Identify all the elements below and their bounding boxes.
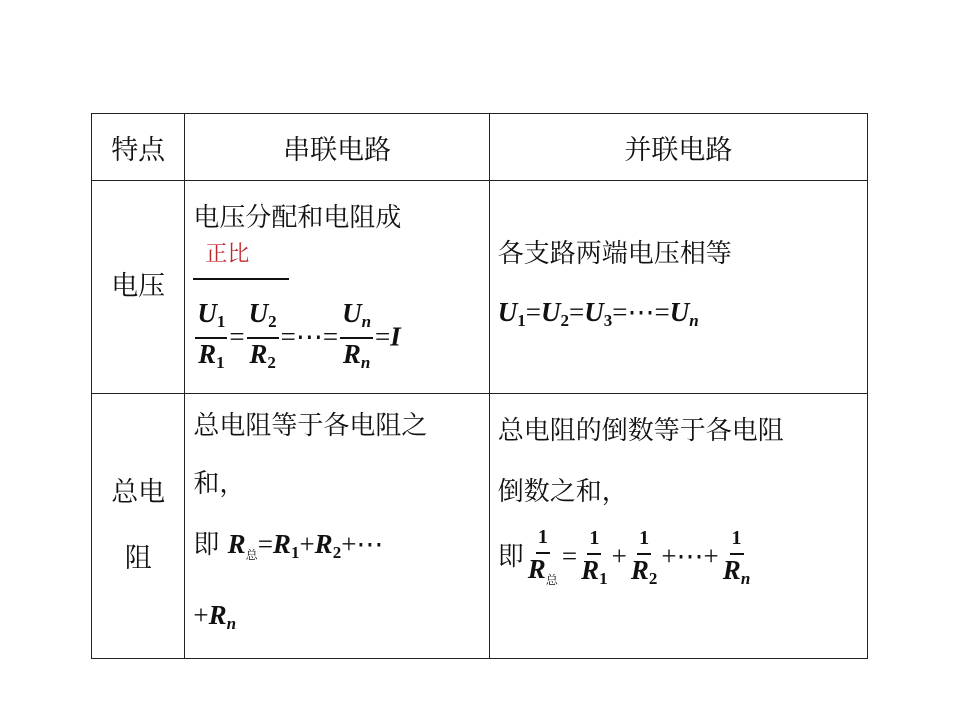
sub-2: 2	[267, 353, 276, 372]
plus: +	[611, 541, 627, 571]
voltage-series-cell	[185, 181, 489, 394]
var-i: I	[390, 321, 401, 352]
sub-2: 2	[648, 569, 658, 588]
resistance-parallel-cell	[489, 394, 867, 659]
equals: =	[561, 541, 578, 571]
resistance-label-line1: 总电	[111, 477, 166, 508]
numerator-one: 1	[537, 526, 548, 548]
resistance-series-text1: 总电阻等于各电阻之	[193, 411, 428, 441]
var-u: U	[248, 298, 269, 328]
fraction-1-rn	[721, 521, 752, 594]
fraction-u1-r1	[195, 298, 227, 378]
voltage-series-text: 电压分配和电阻成	[193, 203, 402, 233]
numerator-one: 1	[639, 527, 650, 549]
var-u: U	[342, 298, 362, 328]
sub-1: 1	[599, 569, 608, 588]
sub-2: 2	[332, 543, 342, 562]
var-r: R	[249, 339, 268, 369]
var-r: R	[208, 600, 227, 630]
resistance-row	[92, 394, 868, 659]
fill-blank-answer: 正比	[205, 242, 250, 267]
var-r: R	[722, 555, 741, 585]
resistance-parallel-text2: 倒数之和，	[497, 477, 628, 507]
voltage-row	[92, 181, 868, 394]
header-parallel: 并联电路	[489, 114, 867, 181]
sub-n: n	[361, 312, 372, 331]
var-r: R	[198, 339, 217, 369]
resistance-series-formula	[193, 514, 488, 585]
sub-n: n	[740, 569, 751, 588]
var-r: R	[314, 529, 333, 559]
blank-underline	[193, 278, 289, 280]
sub-2: 2	[268, 312, 277, 331]
header-feature: 特点	[92, 114, 185, 181]
equals-ellipsis: =⋯=	[612, 296, 670, 327]
sub-2: 2	[560, 310, 570, 330]
var-u: U	[497, 296, 518, 327]
resistance-series-cell	[185, 394, 489, 659]
equals: =	[569, 296, 585, 327]
plus-ellipsis: +⋯	[341, 529, 384, 559]
voltage-label: 电压	[92, 181, 185, 394]
equals: =	[525, 296, 542, 327]
resistance-label	[92, 394, 185, 659]
plus: +	[193, 600, 209, 630]
fraction-1-rtotal	[526, 520, 560, 595]
equals: =	[375, 321, 391, 352]
sub-n: n	[360, 353, 371, 372]
fraction-1-r2	[629, 521, 660, 594]
equals: =	[257, 529, 273, 559]
header-row	[92, 114, 868, 181]
var-r: R	[342, 339, 361, 369]
fraction-1-r1	[579, 521, 610, 594]
var-u: U	[541, 296, 561, 327]
var-r: R	[227, 529, 246, 559]
equals-ellipsis: =⋯=	[280, 321, 339, 352]
sub-n: n	[689, 310, 699, 330]
resistance-label-line2: 阻	[124, 543, 152, 574]
prefix-ji: 即	[497, 542, 524, 572]
resistance-series-text2: 和，	[193, 469, 246, 499]
header-series: 串联电路	[185, 114, 489, 181]
voltage-parallel-cell	[489, 181, 867, 394]
var-r: R	[527, 554, 546, 584]
var-r: R	[581, 555, 600, 585]
fill-blank	[193, 240, 289, 284]
voltage-series-formula	[193, 298, 488, 378]
numerator-one: 1	[731, 527, 742, 549]
plus-ellipsis-plus: +⋯+	[661, 541, 719, 571]
numerator-one: 1	[589, 527, 600, 549]
sub-total: 总	[545, 573, 558, 587]
sub-1: 1	[290, 543, 300, 562]
voltage-series-blank-line	[193, 240, 488, 298]
sub-1: 1	[216, 353, 225, 372]
sub-total: 总	[245, 548, 258, 562]
sub-3: 3	[603, 310, 613, 330]
voltage-parallel-text: 各支路两端电压相等	[497, 238, 732, 269]
fraction-u2-r2	[247, 298, 279, 378]
equals: =	[229, 321, 245, 352]
resistance-parallel-text1: 总电阻的倒数等于各电阻	[497, 416, 784, 446]
resistance-series-formula-cont	[193, 585, 488, 654]
var-u: U	[584, 296, 604, 327]
comparison-table	[91, 113, 868, 659]
voltage-parallel-formula	[498, 290, 867, 343]
sub-1: 1	[216, 312, 226, 331]
var-u: U	[197, 298, 217, 328]
prefix-ji: 即	[193, 530, 220, 560]
plus: +	[299, 529, 315, 559]
fraction-un-rn	[340, 298, 373, 378]
sub-1: 1	[517, 310, 526, 330]
var-u: U	[669, 296, 690, 327]
resistance-parallel-formula	[498, 520, 867, 595]
sub-n: n	[226, 614, 237, 633]
var-r: R	[630, 555, 649, 585]
var-r: R	[272, 529, 291, 559]
